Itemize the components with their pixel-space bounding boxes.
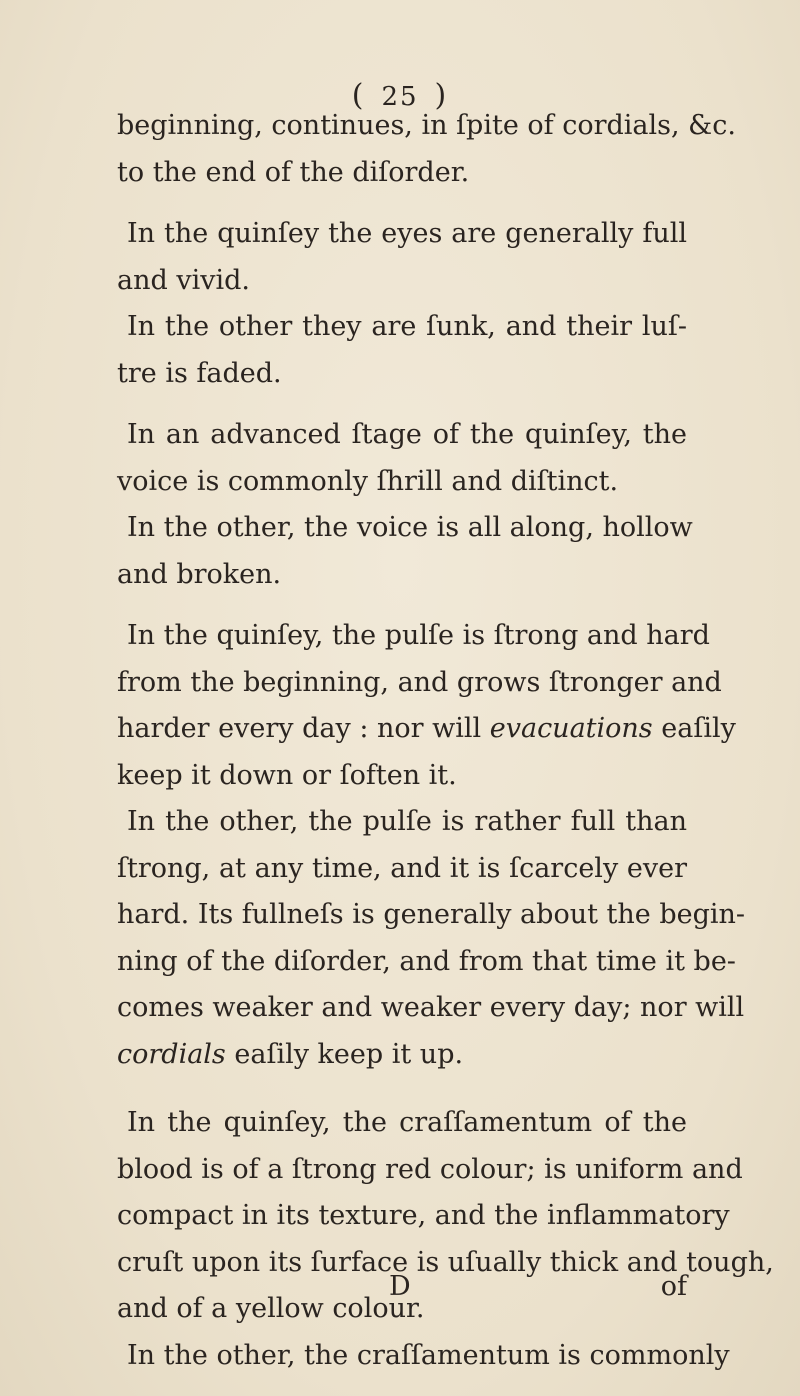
text-line: and of a yellow colour. <box>117 1293 425 1324</box>
text-line: voice is commonly ſhrill and diſtinct. <box>117 465 619 497</box>
text-line: harder every day : nor will evacuations eaſily <box>117 713 736 744</box>
text-line: In the quinſey the eyes are generally full <box>127 218 687 249</box>
text-line: In the other, the pulſe is rather full than <box>127 806 687 837</box>
text-line: ning of the diſorder, and from that time it be- <box>117 945 736 977</box>
italic-term: evacuations <box>489 713 653 744</box>
text-line: In the other they are ſunk, and their luſ- <box>127 311 687 342</box>
italic-term: cordials <box>117 1038 226 1070</box>
text-line: from the beginning, and grows ſtronger and <box>117 666 722 698</box>
open-paren: ( <box>351 78 366 113</box>
page-footer <box>117 1271 687 1317</box>
text-line: In the other, the voice is all along, hollow <box>127 512 693 543</box>
signature-mark: D <box>389 1271 411 1302</box>
text-line: cordials eaſily keep it up. <box>117 1038 464 1070</box>
text-line: and vivid. <box>117 264 250 296</box>
catchword: of <box>660 1271 687 1302</box>
text-line: compact in its texture, and the inflammatory <box>117 1200 730 1231</box>
text-line: beginning, continues, in ſpite of cordials, &c. <box>117 110 736 141</box>
text-line: In the quinſey, the craſſamentum of the <box>127 1107 687 1138</box>
body-text <box>117 103 774 1379</box>
text-line: blood is of a ſtrong red colour; is uniform and <box>117 1153 743 1185</box>
text-line: ſtrong, at any time, and it is ſcarcely ever <box>117 852 687 884</box>
text-line: cruſt upon its ſurface is uſually thick and tough, <box>117 1246 774 1278</box>
text-line: In the quinſey, the pulſe is ſtrong and hard <box>127 620 710 651</box>
text-line: hard. Its fullneſs is generally about the begin- <box>117 899 746 930</box>
close-paren: ) <box>434 78 449 113</box>
text-line: tre is faded. <box>117 357 282 389</box>
page-number: 25 <box>381 82 419 112</box>
text-line: comes weaker and weaker every day; nor will <box>117 992 745 1023</box>
text-line: In the other, the craſſamentum is commonly <box>127 1339 730 1371</box>
text-line: and broken. <box>117 558 282 590</box>
text-line: to the end of the diſorder. <box>117 156 470 188</box>
text-line: keep it down or ſoften it. <box>117 759 457 791</box>
text-line: In an advanced ſtage of the quinſey, the <box>127 419 687 450</box>
